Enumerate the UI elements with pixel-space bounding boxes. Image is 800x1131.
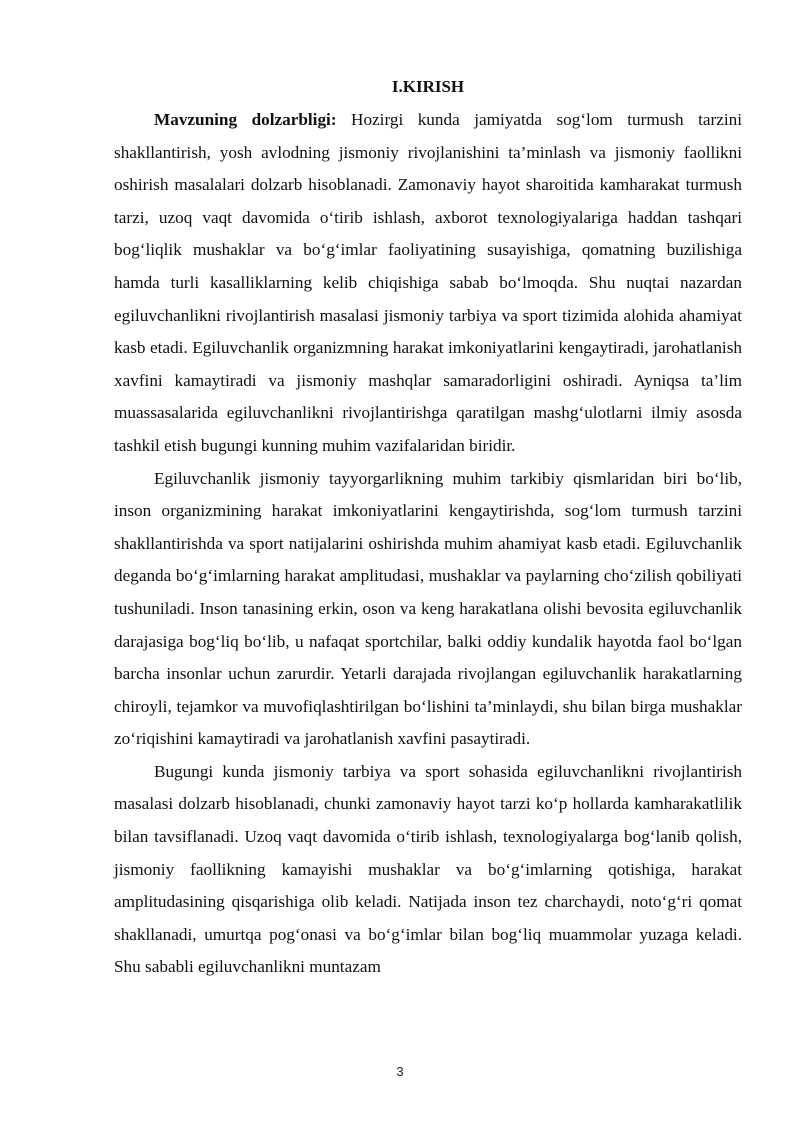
section-heading: I.KIRISH: [391, 77, 465, 96]
paragraph-lead: Mavzuning dolzarbligi:: [154, 110, 337, 129]
paragraph-current-relevance: [114, 756, 742, 984]
paragraph-flexibility-definition: [114, 463, 742, 756]
paragraph-text: Hozirgi kunda jamiyatda sog‘lom turmush tarzini shakllantirish, yosh avlodning jismoniy rivojlanishini ta’minlash va jismoniy faollikni oshirish masalalari dolzarb hisoblanadi. Zamonaviy hayot sharoitida kamharakat turmush tarzi, uzoq vaqt davomida o‘tirib ishlash, axborot texnologiyalariga haddan tashqari bog‘liqlik mushaklar va bo‘g‘imlar faoliyatining susayishiga, qomatning buzilishiga hamda turli kasalliklarning kelib chiqishiga sabab bo‘lmoqda. Shu nuqtai nazardan egiluvchanlikni rivojlantirish masalasi jismoniy tarbiya va sport tizimida alohida ahamiyat kasb etadi. Egiluvchanlik organizmning harakat imkoniyatlarini kengaytiradi, jarohatlanish xavfini kamaytiradi va jismoniy mashqlar samaradorligini oshiradi. Ayniqsa ta’lim muassasalarida egiluvchanlikni rivojlantirishga qaratilgan mashg‘ulotlarni ilmiy asosda tashkil etish bugungi kunning muhim vazifalaridan biridir.: [114, 110, 742, 455]
page-number: 3: [396, 1064, 404, 1079]
document-page: [114, 76, 742, 984]
paragraph-text: Bugungi kunda jismoniy tarbiya va sport sohasida egiluvchanlikni rivojlantirish masalasi dolzarb hisoblanadi, chunki zamonaviy hayot tarzi ko‘p hollarda kamharakatlilik bilan tavsiflanadi. Uzoq vaqt davomida o‘tirib ishlash, texnologiyalarga bog‘lanib qolish, jismoniy faollikning kamayishi mushaklar va bo‘g‘imlarning qotishiga, harakat amplitudasining qisqarishiga olib keladi. Natijada inson tez charchaydi, noto‘g‘ri qomat shakllanadi, umurtqa pog‘onasi va bo‘g‘imlar bilan bog‘liq muammolar yuzaga keladi. Shu sababli egiluvchanlikni muntazam: [114, 761, 742, 977]
paragraph-relevance: [114, 104, 742, 463]
paragraph-text: Egiluvchanlik jismoniy tayyorgarlikning muhim tarkibiy qismlaridan biri bo‘lib, inson organizmining harakat imkoniyatlarini kengaytirishda, sog‘lom turmush tarzini shakllantirishda va sport natijalarini oshirishda muhim ahamiyat kasb etadi. Egiluvchanlik deganda bo‘g‘imlarning harakat amplitudasi, mushaklar va paylarning cho‘zilish qobiliyati tushuniladi. Inson tanasining erkin, oson va keng harakatlana olishi bevosita egiluvchanlik darajasiga bog‘liq bo‘lib, u nafaqat sportchilar, balki oddiy kundalik hayotda faol bo‘lgan barcha insonlar uchun zarurdir. Yetarli darajada rivojlangan egiluvchanlik harakatlarning chiroyli, tejamkor va muvofiqlashtirilgan bo‘lishini ta’minlaydi, shu bilan birga mushaklar zo‘riqishini kamaytiradi va jarohatlanish xavfini pasaytiradi.: [114, 468, 742, 749]
